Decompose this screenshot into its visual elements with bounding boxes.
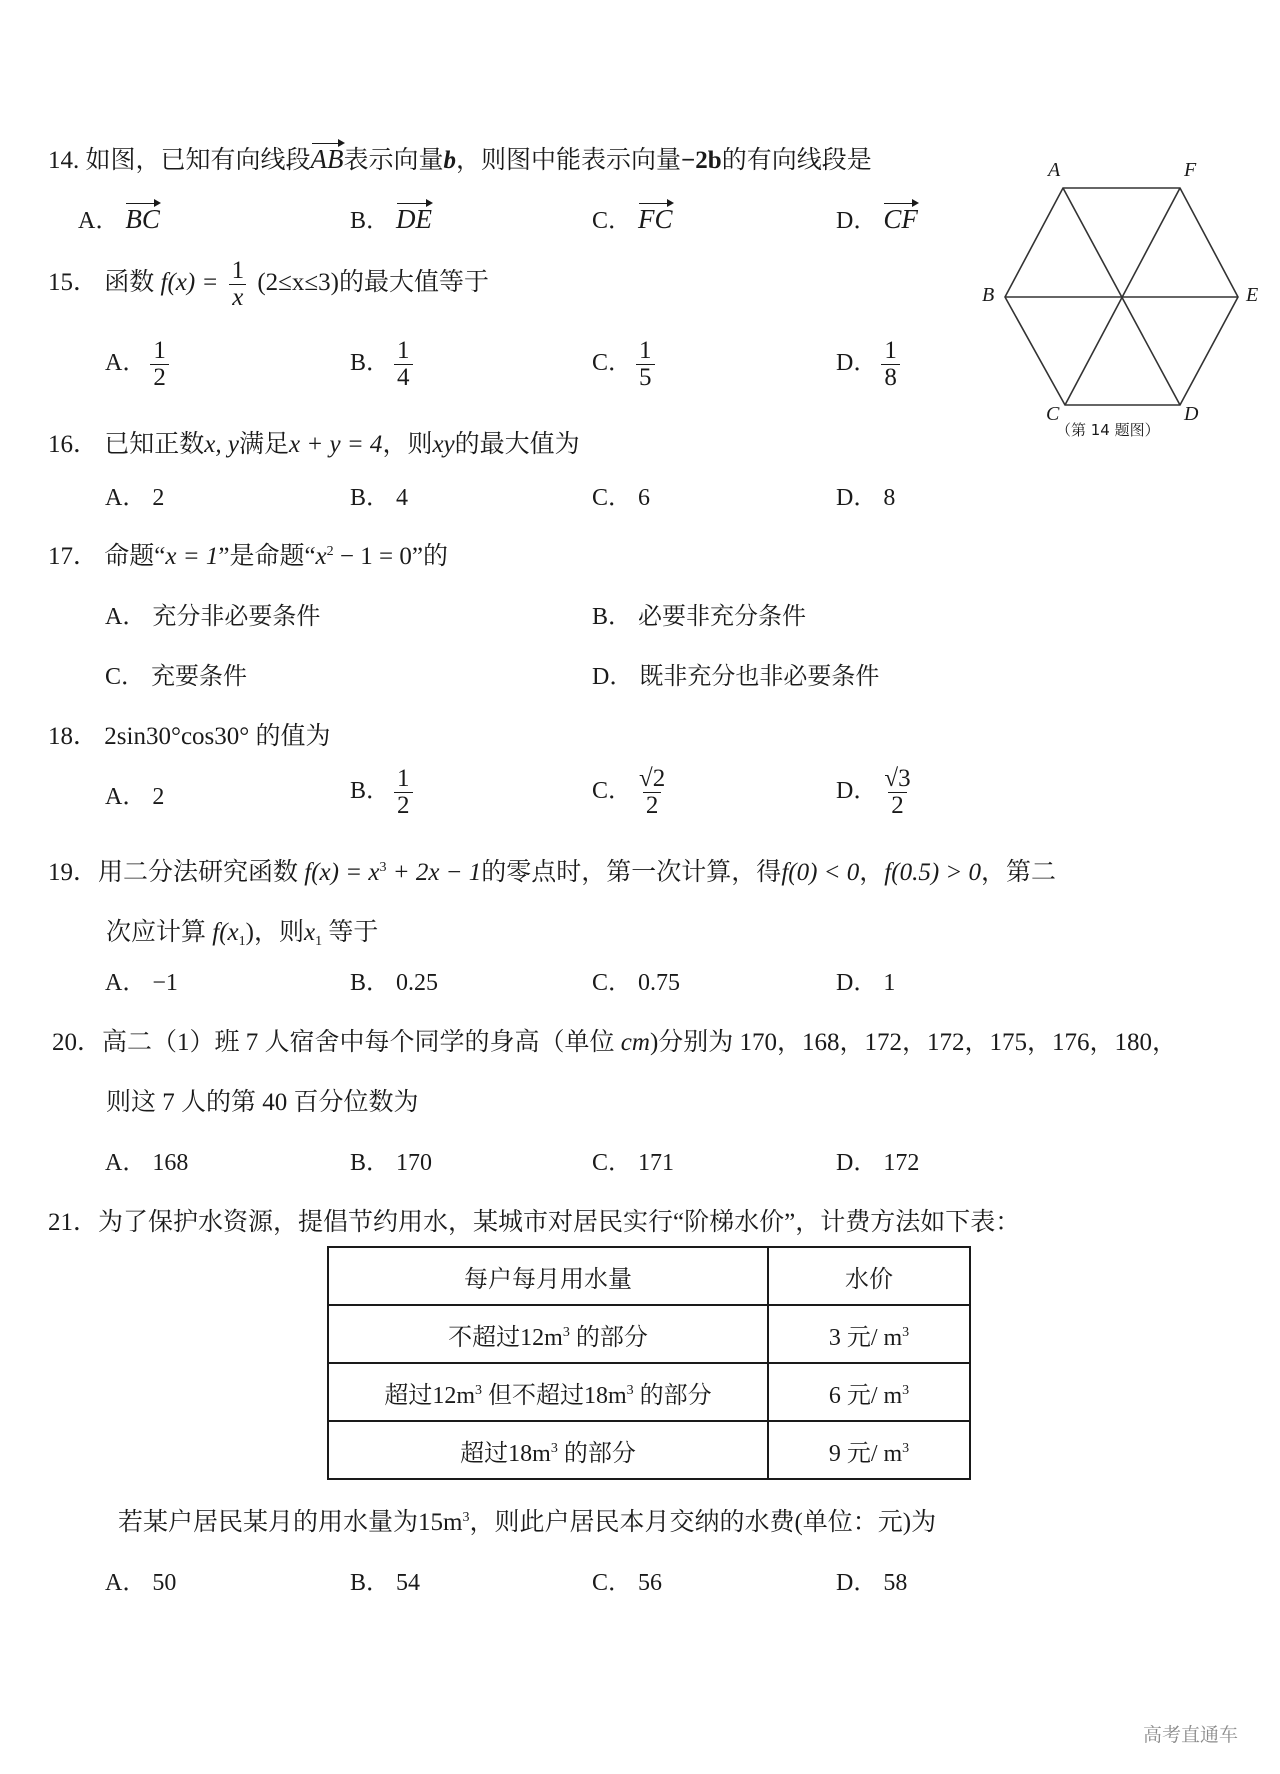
option-value: 56: [638, 1570, 663, 1596]
q16-option-c[interactable]: [592, 483, 650, 513]
stem-text: 的最大值等于: [338, 269, 489, 297]
cell-text: 超过18m: [460, 1440, 551, 1467]
option-value: 6: [638, 485, 651, 511]
fraction: [636, 766, 668, 819]
stem-text: ”是命题“: [218, 543, 316, 570]
stem-text: 高二（1）班 7 人宿舍中每个同学的身高（单位: [102, 1029, 621, 1056]
numerator: 1: [153, 337, 166, 364]
cell-text: 的部分: [569, 1324, 648, 1351]
q18-option-c[interactable]: [592, 766, 672, 819]
q15-option-b[interactable]: [350, 338, 417, 391]
numerator: 1: [884, 337, 897, 364]
q21-option-b[interactable]: [350, 1568, 420, 1598]
q16-option-a[interactable]: [105, 483, 164, 513]
watermark: 高考直通车: [1143, 1724, 1239, 1746]
option-label: A．: [105, 604, 147, 630]
option-value: 1: [883, 970, 896, 996]
cell-text: 6 元/ m: [828, 1382, 903, 1409]
cell-text: 但不超过18m: [482, 1382, 627, 1409]
option-label: D．: [836, 208, 878, 234]
option-value: 50: [152, 1570, 177, 1596]
option-label: C．: [592, 1570, 633, 1596]
subscript: 1: [238, 934, 246, 949]
stem-text: 如图，已知有向线段: [85, 147, 311, 174]
cell-text: 3 元/ m: [828, 1324, 903, 1351]
vertex-label-b: B: [982, 284, 995, 306]
option-value: 充要条件: [151, 664, 248, 690]
option-label: B．: [592, 604, 633, 630]
q19-option-a[interactable]: [105, 968, 178, 998]
option-value: 58: [883, 1570, 908, 1596]
exponent: 3: [379, 860, 387, 875]
exponent: 3: [902, 1440, 910, 1456]
math-expr: f(0.5) > 0: [884, 859, 982, 886]
question-21-stem: [48, 1208, 1020, 1238]
option-value: 8: [883, 485, 896, 511]
option-value: DE: [396, 200, 432, 234]
stem-text: 的零点时，第一次计算，得: [481, 859, 782, 886]
stem-text: 的有向线段是: [721, 147, 872, 174]
option-value: 充分非必要条件: [152, 604, 321, 630]
denominator: 2: [394, 792, 413, 819]
stem-text: 的最大值为: [454, 431, 580, 458]
option-label: D．: [836, 778, 878, 805]
cell-text: 不超过12m: [448, 1324, 563, 1351]
numerator: 1: [639, 337, 652, 364]
question-number: 17．: [48, 543, 99, 570]
denominator: 8: [881, 364, 900, 391]
q14-option-c[interactable]: [592, 200, 673, 236]
price-cell: [768, 1363, 970, 1421]
q18-option-a[interactable]: [105, 782, 164, 812]
option-label: B．: [350, 1150, 391, 1176]
water-price-table: [327, 1246, 971, 1480]
option-label: A．: [78, 208, 120, 234]
option-value: 2: [152, 485, 165, 511]
option-value: 0.25: [396, 970, 439, 996]
stem-text: ，则图中能表示向量: [456, 147, 682, 174]
table-row: [328, 1305, 970, 1363]
vertex-label-f: F: [1184, 159, 1197, 181]
denominator: 2: [888, 792, 907, 819]
vector-neg2b: −2b: [681, 147, 722, 174]
question-20-stem-line1: [52, 1028, 1177, 1058]
subscript: 1: [315, 934, 323, 949]
math-expr: x: [315, 543, 327, 570]
vertex-label-d: D: [1184, 403, 1199, 425]
stem-text: 函数: [104, 269, 155, 297]
option-value: 2: [152, 784, 165, 810]
numerator: √3: [884, 765, 911, 792]
option-label: C．: [592, 970, 633, 996]
option-label: B．: [350, 778, 391, 805]
q20-option-d[interactable]: [836, 1148, 919, 1178]
option-value: 4: [396, 485, 409, 511]
exponent: 3: [562, 1324, 570, 1340]
question-number: 14.: [48, 147, 80, 174]
option-value: 171: [638, 1150, 675, 1176]
question-19-stem-line2: [106, 918, 378, 948]
q16-option-d[interactable]: [836, 483, 895, 513]
function-expr: f(x) =: [160, 269, 219, 297]
option-label: C．: [105, 664, 146, 690]
question-number: 18．: [48, 723, 99, 750]
q18-option-b[interactable]: [350, 766, 417, 819]
fraction: [394, 766, 413, 819]
fraction: [636, 338, 655, 391]
math-expr: f(0) < 0: [781, 859, 860, 886]
price-cell: [768, 1421, 970, 1479]
table-row: [328, 1363, 970, 1421]
numerator: 1: [397, 337, 410, 364]
vector-ab: AB: [311, 140, 344, 174]
q21-option-d[interactable]: [836, 1568, 907, 1598]
math-expr: 2sin30°cos30°: [104, 723, 250, 750]
function-expr: f(x) = x: [304, 859, 380, 886]
question-number: 21．: [48, 1209, 99, 1236]
stem-text: 若某户居民某月的用水量为15m: [118, 1509, 463, 1536]
stem-text: 已知正数: [104, 431, 205, 458]
option-label: A．: [105, 970, 147, 996]
q21-option-c[interactable]: [592, 1568, 662, 1598]
cell-text: 9 元/ m: [828, 1440, 903, 1467]
math-expr: f(x: [212, 919, 239, 946]
option-label: C．: [592, 778, 633, 805]
header-usage: 每户每月用水量: [328, 1247, 768, 1305]
exponent: 3: [902, 1382, 910, 1398]
vertex-label-a: A: [1048, 159, 1061, 181]
exponent: 3: [902, 1324, 910, 1340]
denominator: 5: [636, 364, 655, 391]
question-number: 20．: [52, 1029, 103, 1056]
option-label: D．: [836, 1150, 878, 1176]
option-label: A．: [105, 1570, 147, 1596]
vector-b: b: [443, 147, 457, 174]
numerator: 1: [231, 257, 245, 284]
math-expr: x, y: [204, 431, 239, 458]
function-expr: + 2x − 1: [386, 859, 482, 886]
stem-text: 的值为: [255, 723, 331, 750]
exponent: 3: [626, 1382, 634, 1398]
option-value: BC: [125, 200, 160, 234]
q15-option-c[interactable]: [592, 338, 659, 391]
math-expr: x: [303, 919, 316, 946]
q16-option-b[interactable]: [350, 483, 408, 513]
option-value: CF: [883, 200, 918, 234]
q15-option-a[interactable]: [105, 338, 173, 391]
math-expr: ): [245, 919, 254, 946]
stem-text: ”的: [411, 543, 448, 570]
stem-text: ，: [859, 859, 885, 886]
q17-option-d[interactable]: [592, 662, 879, 692]
stem-text: ，第二: [981, 859, 1057, 886]
option-label: D．: [836, 350, 878, 377]
usage-cell: [328, 1305, 768, 1363]
q17-option-c[interactable]: [105, 662, 247, 692]
q14-option-b[interactable]: [350, 200, 432, 236]
option-label: D．: [836, 1570, 878, 1596]
fraction: [881, 338, 900, 391]
q19-option-d[interactable]: [836, 968, 895, 998]
question-21-followup: [118, 1508, 936, 1538]
option-label: A．: [105, 784, 147, 810]
figure-caption: （第 14 题图）: [1056, 421, 1160, 439]
option-label: A．: [105, 485, 147, 511]
q14-option-d[interactable]: [836, 200, 918, 236]
numerator: √2: [639, 765, 666, 792]
option-label: B．: [350, 970, 391, 996]
question-15-stem: [48, 258, 489, 311]
usage-cell: [328, 1421, 768, 1479]
q15-option-d[interactable]: [836, 338, 904, 391]
stem-text: 为了保护水资源，提倡节约用水，某城市对居民实行“阶梯水价”，计费方法如下表：: [98, 1209, 1021, 1236]
option-label: D．: [592, 664, 634, 690]
option-label: B．: [350, 1570, 391, 1596]
option-label: B．: [350, 208, 391, 234]
stem-text: 次应计算: [106, 919, 207, 946]
question-19-stem-line1: [48, 858, 1056, 888]
option-label: B．: [350, 485, 391, 511]
option-value: 54: [396, 1570, 421, 1596]
math-expr: xy: [432, 431, 455, 458]
exponent: 2: [326, 544, 334, 559]
question-14-stem: [48, 140, 872, 176]
q19-option-b[interactable]: [350, 968, 438, 998]
cell-text: 超过12m: [384, 1382, 475, 1409]
option-value: 既非充分也非必要条件: [639, 664, 880, 690]
denominator: 4: [394, 364, 413, 391]
stem-text: 用二分法研究函数: [98, 859, 299, 886]
stem-text: ，则: [253, 919, 304, 946]
denominator: 2: [643, 792, 662, 819]
option-label: A．: [105, 350, 147, 377]
option-value: 170: [396, 1150, 433, 1176]
option-value: 必要非充分条件: [638, 604, 807, 630]
table-header-row: [328, 1247, 970, 1305]
unit: cm: [620, 1029, 650, 1056]
q20-option-b[interactable]: [350, 1148, 432, 1178]
stem-text: 满足: [238, 431, 289, 458]
cell-text: 的部分: [557, 1440, 636, 1467]
q14-option-a[interactable]: [78, 200, 160, 236]
q17-option-a[interactable]: [105, 602, 320, 632]
math-expr: x + y = 4: [289, 431, 383, 458]
usage-cell: [328, 1363, 768, 1421]
stem-text: 等于: [328, 919, 379, 946]
q20-option-c[interactable]: [592, 1148, 674, 1178]
header-price: 水价: [768, 1247, 970, 1305]
fraction: [881, 766, 913, 819]
question-number: 15．: [48, 269, 99, 297]
question-16-stem: [48, 430, 580, 460]
option-label: A．: [105, 1150, 147, 1176]
q18-option-d[interactable]: [836, 766, 918, 819]
question-number: 16．: [48, 431, 99, 458]
option-label: D．: [836, 485, 878, 511]
stem-text: 表示向量: [343, 147, 444, 174]
math-expr: − 1 = 0: [333, 543, 412, 570]
q19-option-c[interactable]: [592, 968, 680, 998]
cell-text: 的部分: [633, 1382, 712, 1409]
stem-text: )分别为 170，168，172，172，175，176，180，: [649, 1029, 1178, 1056]
option-value: −1: [152, 970, 178, 996]
option-label: C．: [592, 208, 633, 234]
option-label: D．: [836, 970, 878, 996]
fraction: [394, 338, 413, 391]
question-17-stem: [48, 542, 448, 572]
vertex-label-e: E: [1246, 284, 1259, 306]
denominator: x: [229, 284, 246, 311]
option-value: 172: [883, 1150, 920, 1176]
math-expr: x = 1: [165, 543, 219, 570]
question-18-stem: [48, 722, 331, 752]
numerator: 1: [397, 765, 410, 792]
denominator: 2: [150, 364, 169, 391]
stem-text: 命题“: [104, 543, 166, 570]
hexagon-diagram: [970, 165, 1270, 450]
exponent: 3: [550, 1440, 558, 1456]
question-20-stem-line2: 则这 7 人的第 40 百分位数为: [106, 1089, 419, 1116]
exponent: 3: [462, 1510, 470, 1525]
question-number: 19．: [48, 859, 99, 886]
fraction: [229, 258, 248, 311]
q17-option-b[interactable]: [592, 602, 806, 632]
option-label: C．: [592, 1150, 633, 1176]
option-value: FC: [638, 200, 673, 234]
option-value: 168: [152, 1150, 189, 1176]
option-value: 0.75: [638, 970, 681, 996]
stem-text: ，则: [382, 431, 433, 458]
table-row: [328, 1421, 970, 1479]
fraction: [150, 338, 169, 391]
exponent: 3: [475, 1382, 482, 1398]
price-cell: [768, 1305, 970, 1363]
vertex-label-c: C: [1046, 403, 1060, 425]
option-label: B．: [350, 350, 391, 377]
hexagon-figure: [970, 159, 1270, 450]
option-label: C．: [592, 350, 633, 377]
option-label: C．: [592, 485, 633, 511]
q21-option-a[interactable]: [105, 1568, 176, 1598]
stem-text: ，则此户居民本月交纳的水费(单位：元)为: [469, 1509, 937, 1536]
domain-expr: (2≤x≤3): [257, 269, 339, 297]
q20-option-a[interactable]: [105, 1148, 188, 1178]
